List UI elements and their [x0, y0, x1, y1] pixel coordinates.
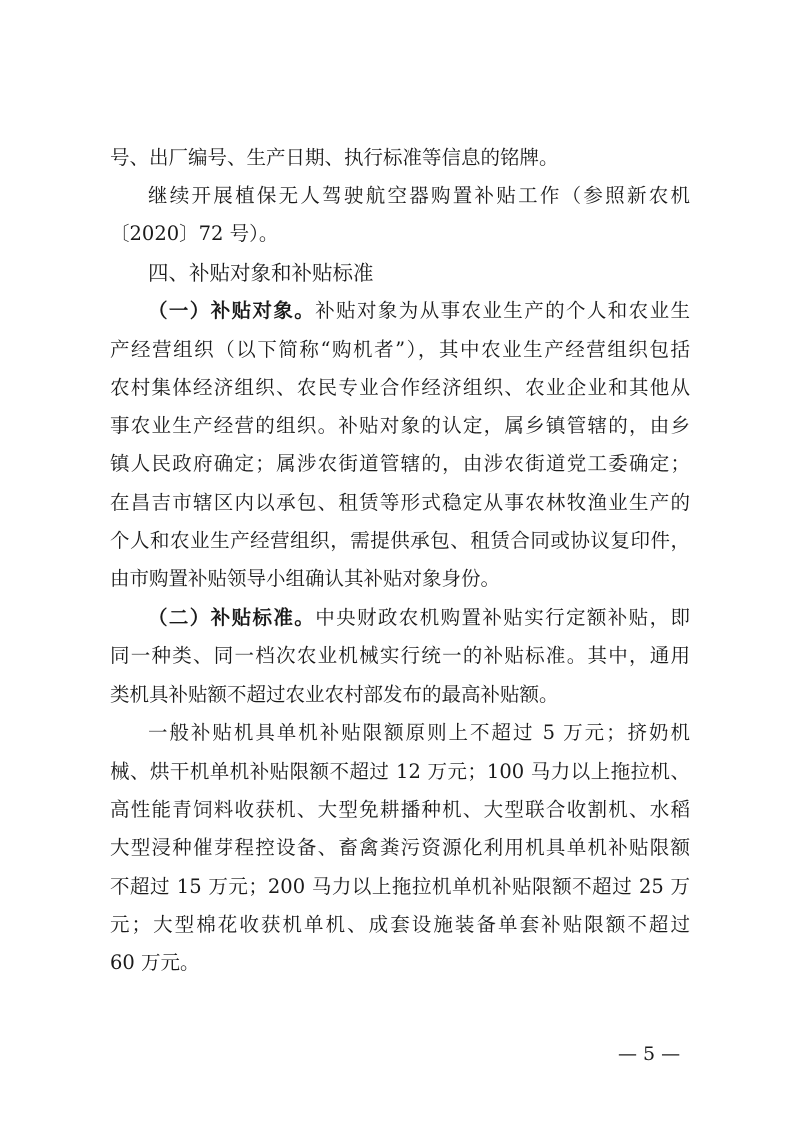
text-line: 镇人民政府确定；属涉农街道管辖的，由涉农街道党工委确定； [110, 452, 690, 475]
page-number: — 5 — [618, 1043, 681, 1065]
text-line: 产经营组织（以下简称“购机者”），其中农业生产经营组织包括 [110, 338, 690, 361]
text-line: 60 万元。 [110, 951, 200, 974]
text-line: 事农业生产经营的组织。补贴对象的认定，属乡镇管辖的，由乡 [110, 414, 690, 437]
text-line: 一般补贴机具单机补贴限额原则上不超过 5 万元；挤奶机 [148, 721, 690, 744]
text-line: 个人和农业生产经营组织，需提供承包、租赁合同或协议复印件， [110, 529, 690, 552]
text-line: 同一种类、同一档次农业机械实行统一的补贴标准。其中，通用 [110, 644, 690, 667]
text-line: 类机具补贴额不超过农业农村部发布的最高补贴额。 [110, 683, 559, 706]
text-run: 补贴对象为从事农业生产的个人和农业生 [315, 299, 690, 322]
text-line: 元；大型棉花收获机单机、成套设施装备单套补贴限额不超过 [110, 913, 690, 936]
text-line [148, 295, 690, 327]
text-line: 农村集体经济组织、农民专业合作经济组织、农业企业和其他从 [110, 376, 690, 399]
text-line: 〔2020〕72 号）。 [110, 222, 279, 245]
subsection-title: （一）补贴对象。 [148, 299, 316, 322]
text-line: 高性能青饲料收获机、大型免耕播种机、大型联合收割机、水稻 [110, 798, 690, 821]
text-line: 号、出厂编号、生产日期、执行标准等信息的铭牌。 [110, 146, 559, 169]
text-line: 由市购置补贴领导小组确认其补贴对象身份。 [110, 567, 501, 590]
subsection-title: （二）补贴标准。 [148, 606, 316, 629]
text-line: 在昌吉市辖区内以承包、租赁等形式稳定从事农林牧渔业生产的 [110, 491, 690, 514]
text-line [148, 602, 690, 634]
text-run: 中央财政农机购置补贴实行定额补贴，即 [315, 606, 690, 629]
section-heading: 四、补贴对象和补贴标准 [148, 261, 374, 285]
text-line: 继续开展植保无人驾驶航空器购置补贴工作（参照新农机 [148, 184, 690, 207]
text-line: 不超过 15 万元；200 马力以上拖拉机单机补贴限额不超过 25 万 [110, 875, 690, 898]
text-line: 械、烘干机单机补贴限额不超过 12 万元；100 马力以上拖拉机、 [110, 760, 690, 783]
text-line: 大型浸种催芽程控设备、畜禽粪污资源化利用机具单机补贴限额 [110, 836, 690, 859]
